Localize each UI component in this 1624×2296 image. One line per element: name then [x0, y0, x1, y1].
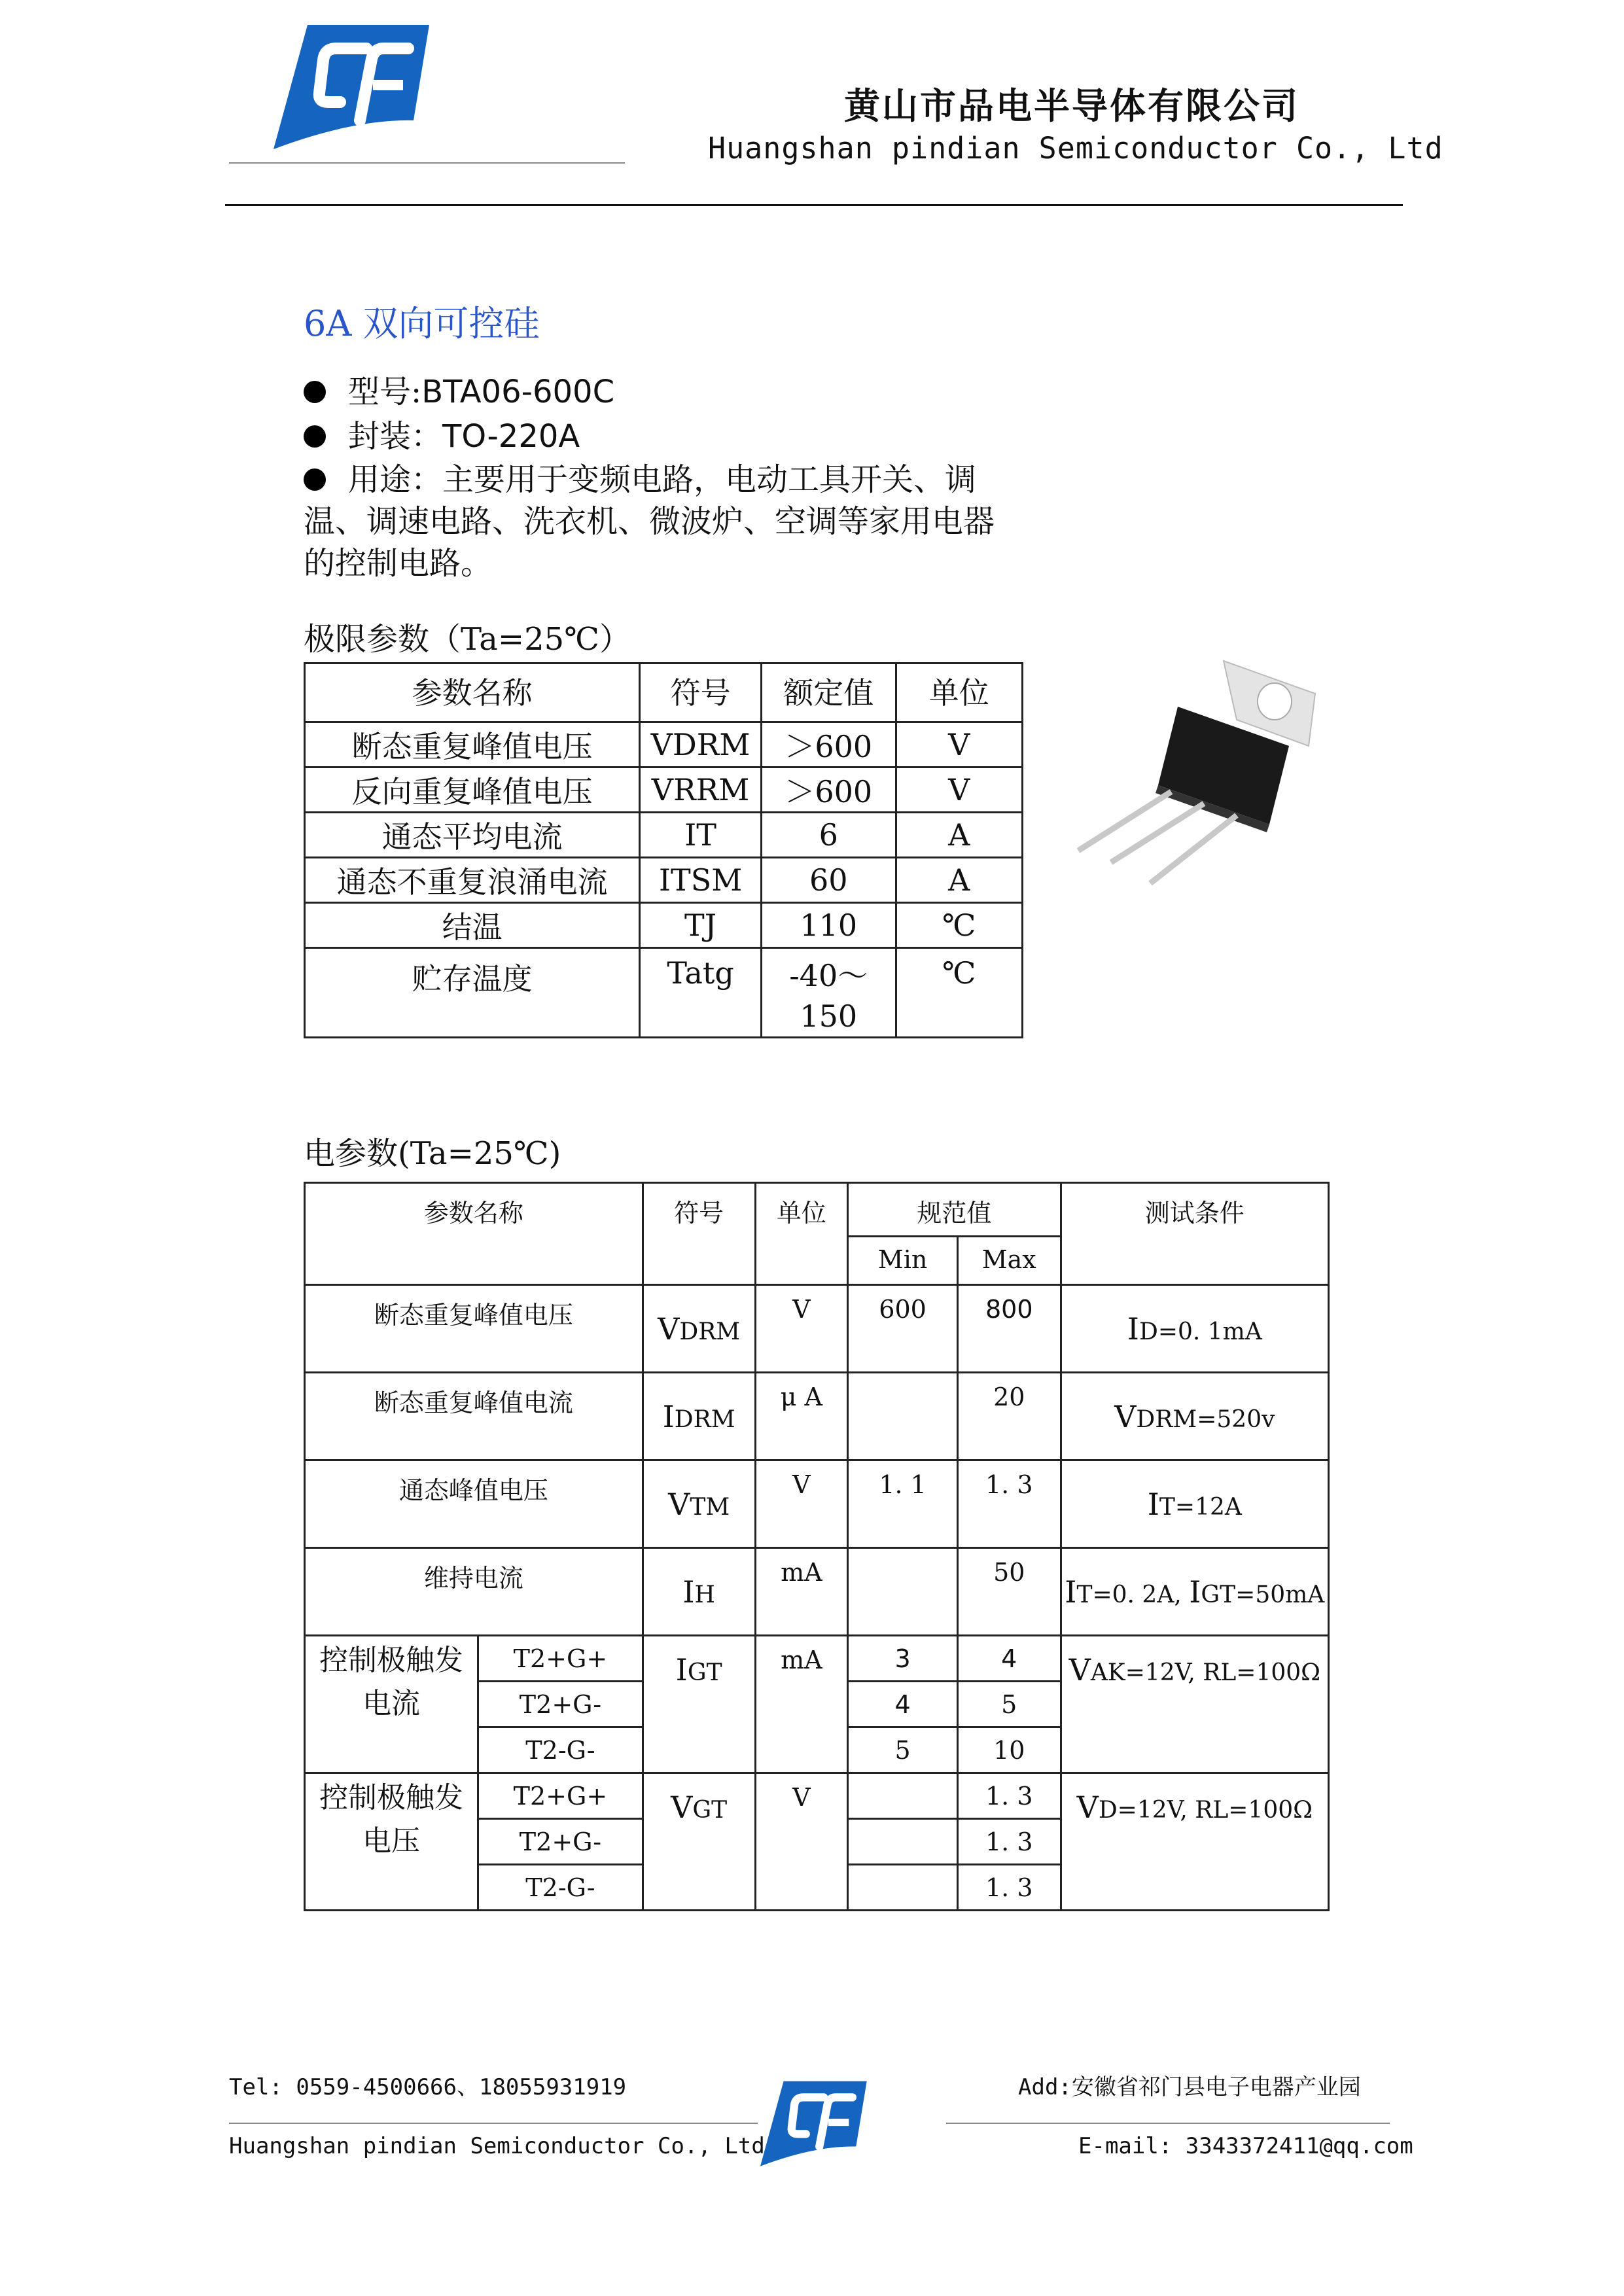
param-max: 5: [957, 1682, 1061, 1727]
footer-email: E-mail: 3343372411@qq.com: [1078, 2133, 1413, 2159]
param-unit: V: [755, 1460, 848, 1548]
param-unit: A: [896, 858, 1022, 903]
param-max: 10: [957, 1727, 1061, 1773]
usage-text-1: 用途：主要用于变频电路，电动工具开关、调: [348, 461, 977, 498]
param-min: [848, 1373, 958, 1460]
param-symbol: VGT: [643, 1773, 755, 1911]
quadrant-label: T2+G+: [478, 1773, 643, 1819]
param-name: 贮存温度: [305, 948, 640, 1038]
param-name: 断态重复峰值电流: [305, 1373, 643, 1460]
table-header-row: [305, 663, 1023, 722]
param-symbol: ITSM: [640, 858, 762, 903]
quadrant-label: T2+G-: [478, 1682, 643, 1727]
param-min: 3: [848, 1636, 958, 1682]
table-row: [305, 1773, 1329, 1819]
company-logo-icon: [756, 2079, 869, 2167]
param-min: [848, 1548, 958, 1636]
table-row: [305, 768, 1023, 813]
bullet-icon: [304, 381, 326, 403]
header-cell: 规范值: [848, 1183, 1061, 1237]
param-symbol: IDRM: [643, 1373, 755, 1460]
param-symbol: IT: [640, 813, 762, 858]
param-symbol: VDRM: [643, 1285, 755, 1373]
footer-company-en: Huangshan pindian Semiconductor Co., Ltd: [229, 2133, 765, 2159]
usage-line-1: [304, 454, 976, 499]
param-unit: μ A: [755, 1373, 848, 1460]
param-max: 1. 3: [957, 1460, 1061, 1548]
quadrant-label: T2+G-: [478, 1819, 643, 1865]
param-symbol: VTM: [643, 1460, 755, 1548]
param-name: 断态重复峰值电压: [305, 1285, 643, 1373]
param-value: -40～ 150: [762, 948, 896, 1038]
param-unit: V: [896, 722, 1022, 768]
param-name: 维持电流: [305, 1548, 643, 1636]
param-unit: ℃: [896, 903, 1022, 948]
param-max: 1. 3: [957, 1819, 1061, 1865]
param-value: 6: [762, 813, 896, 858]
footer-left-rule: [229, 2123, 758, 2124]
param-min: [848, 1773, 958, 1819]
company-logo: [268, 22, 432, 150]
company-logo-icon: [268, 22, 432, 150]
param-symbol: VRRM: [640, 768, 762, 813]
table-row: [305, 1373, 1329, 1460]
test-condition: ID=0. 1mA: [1061, 1285, 1328, 1373]
param-name: 控制极触发 电压: [305, 1773, 478, 1911]
footer-logo: [756, 2079, 869, 2167]
package-label: 封装：: [348, 418, 443, 455]
param-min: [848, 1865, 958, 1911]
table-row: [305, 1636, 1329, 1682]
param-name: 结温: [305, 903, 640, 948]
param-name: 通态峰值电压: [305, 1460, 643, 1548]
param-unit: V: [896, 768, 1022, 813]
param-value: 110: [762, 903, 896, 948]
usage-line-2: 温、调速电路、洗衣机、微波炉、空调等家用电器: [304, 503, 995, 540]
company-name-en: Huangshan pindian Semiconductor Co., Ltd: [708, 131, 1443, 166]
param-name: 断态重复峰值电压: [305, 722, 640, 768]
param-min: 5: [848, 1727, 958, 1773]
param-max: 1. 3: [957, 1865, 1061, 1911]
header-cell: 测试条件: [1061, 1183, 1328, 1285]
quadrant-label: T2+G+: [478, 1636, 643, 1682]
limit-parameters-table: [304, 662, 1023, 1038]
param-min: [848, 1819, 958, 1865]
footer-right-rule: [946, 2123, 1390, 2124]
limit-section-title: 极限参数（Ta=25℃）: [304, 621, 631, 658]
header-cell: 参数名称: [305, 663, 640, 722]
param-unit: ℃: [896, 948, 1022, 1038]
to-220-package-image: [1073, 654, 1322, 906]
table-row: [305, 1548, 1329, 1636]
header-cell-max: Max: [957, 1237, 1061, 1285]
table-row: [305, 813, 1023, 858]
document-title: 6A 双向可控硅: [304, 303, 540, 344]
table-row: [305, 1460, 1329, 1548]
test-condition: VD=12V, RL=100Ω: [1061, 1773, 1328, 1911]
footer-address: Add:安徽省祁门县电子电器产业园: [1018, 2074, 1361, 2100]
param-min: 4: [848, 1682, 958, 1727]
header-cell: 单位: [896, 663, 1022, 722]
package-value: TO-220A: [442, 418, 580, 455]
param-symbol: TJ: [640, 903, 762, 948]
param-symbol: IGT: [643, 1636, 755, 1773]
param-max: 800: [957, 1285, 1061, 1373]
param-symbol: Tatg: [640, 948, 762, 1038]
param-max: 50: [957, 1548, 1061, 1636]
model-line: [304, 366, 614, 412]
param-max: 1. 3: [957, 1773, 1061, 1819]
quadrant-label: T2-G-: [478, 1865, 643, 1911]
header-cell: 符号: [643, 1183, 755, 1285]
param-unit: mA: [755, 1548, 848, 1636]
header-cell: 参数名称: [305, 1183, 643, 1285]
param-min: 600: [848, 1285, 958, 1373]
param-value: ＞600: [762, 768, 896, 813]
test-condition: IT=0. 2A, IGT=50mA: [1061, 1548, 1328, 1636]
param-symbol: IH: [643, 1548, 755, 1636]
param-value: ＞600: [762, 722, 896, 768]
param-name: 控制极触发 电流: [305, 1636, 478, 1773]
model-value: BTA06-600C: [421, 374, 615, 410]
param-symbol: VDRM: [640, 722, 762, 768]
header-cell-min: Min: [848, 1237, 958, 1285]
table-row: [305, 858, 1023, 903]
bullet-icon: [304, 425, 326, 448]
param-value: 60: [762, 858, 896, 903]
param-max: 4: [957, 1636, 1061, 1682]
param-name: 反向重复峰值电压: [305, 768, 640, 813]
test-condition: VDRM=520v: [1061, 1373, 1328, 1460]
bullet-icon: [304, 468, 326, 491]
header-logo-underline: [229, 162, 625, 164]
table-header-row: [305, 1183, 1329, 1237]
param-unit: V: [755, 1285, 848, 1373]
param-min: 1. 1: [848, 1460, 958, 1548]
electrical-parameters-table: [304, 1182, 1330, 1911]
package-line: [304, 411, 580, 456]
test-condition: VAK=12V, RL=100Ω: [1061, 1636, 1328, 1773]
table-row: [305, 948, 1023, 1038]
header-divider: [225, 204, 1403, 206]
header-cell: 额定值: [762, 663, 896, 722]
param-unit: A: [896, 813, 1022, 858]
quadrant-label: T2-G-: [478, 1727, 643, 1773]
model-label: 型号:: [348, 374, 422, 410]
param-name: 通态不重复浪涌电流: [305, 858, 640, 903]
elec-section-title: 电参数(Ta=25℃): [304, 1135, 561, 1172]
footer-tel: Tel: 0559-4500666、18055931919: [229, 2074, 627, 2100]
header-cell: 符号: [640, 663, 762, 722]
to-220-package-icon: [1073, 654, 1322, 903]
param-max: 20: [957, 1373, 1061, 1460]
table-row: [305, 903, 1023, 948]
company-name-cn: 黄山市品电半导体有限公司: [844, 85, 1300, 127]
test-condition: IT=12A: [1061, 1460, 1328, 1548]
param-name: 通态平均电流: [305, 813, 640, 858]
header-cell: 单位: [755, 1183, 848, 1285]
table-row: [305, 722, 1023, 768]
table-row: [305, 1285, 1329, 1373]
usage-line-3: 的控制电路。: [304, 545, 493, 582]
param-unit: V: [755, 1773, 848, 1911]
param-unit: mA: [755, 1636, 848, 1773]
